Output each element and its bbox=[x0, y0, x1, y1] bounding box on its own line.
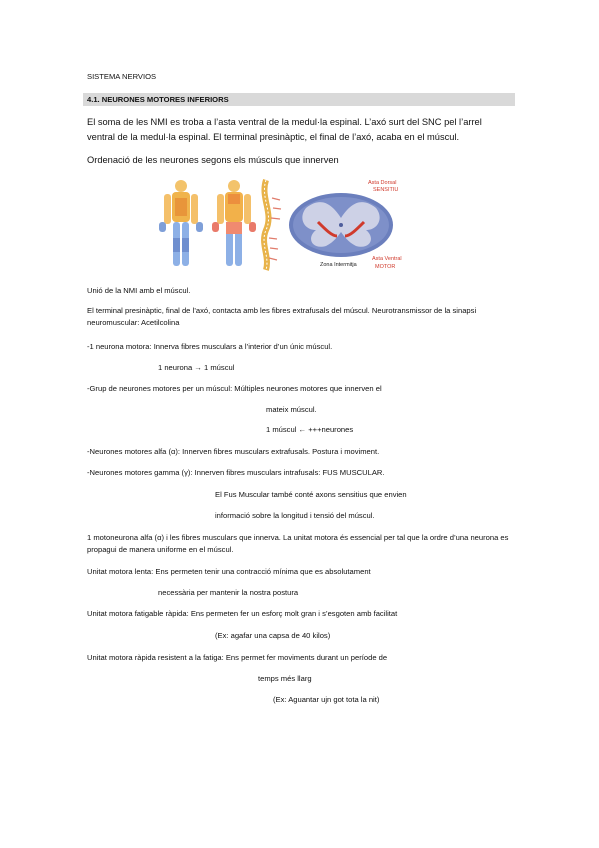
intro-line-1: El soma de les NMI es troba a l’asta ventral de la medul·la espinal. L’axó surt del SNC pel l’arrel bbox=[87, 117, 482, 127]
one-neuron-line: -1 neurona motora: Innerva fibres musculars a l’interior d’un únic múscul. bbox=[87, 342, 333, 351]
motor-unit-paragraph: 1 motoneurona alfa (α) i les fibres musculars que innerva. La unitat motora és essencial per tal que la ordre d’una neurona es propagui de manera uniforme en el múscul. bbox=[87, 533, 509, 554]
body-front-icon bbox=[159, 180, 203, 266]
gamma-line: -Neurones motores gamma (γ): Innerven fibres musculars intrafusals: FUS MUSCULAR. bbox=[87, 468, 385, 477]
fatigable-unit-line: Unitat motora fatigable ràpida: Ens permeten fer un esforç molt gran i s’esgoten amb facilitat bbox=[87, 609, 398, 618]
terminal-paragraph: El terminal presinàptic, final de l’axó, contacta amb les fibres extrafusals del múscul. Neurotransmissor de la sinapsi neuromuscular: Acetilcolina bbox=[87, 306, 477, 327]
fatigable-example: (Ex: agafar una capsa de 40 kilos) bbox=[215, 631, 331, 640]
union-heading: Unió de la NMI amb el múscul. bbox=[87, 286, 191, 295]
group-continuation: mateix múscul. bbox=[266, 405, 317, 414]
body-back-icon bbox=[212, 180, 256, 266]
gamma-note-2: informació sobre la longitud i tensió del múscul. bbox=[215, 511, 375, 520]
gamma-note-1: El Fus Muscular també conté axons sensitius que envien bbox=[215, 490, 407, 499]
alpha-line: -Neurones motores alfa (α): Innerven fibres musculars extrafusals. Postura i moviment. bbox=[87, 447, 380, 456]
one-neuron-relation: 1 neurona → 1 múscul bbox=[158, 363, 235, 372]
doc-title: SISTEMA NERVIOS bbox=[87, 72, 157, 81]
anatomy-figures bbox=[156, 178, 418, 272]
slow-unit-continuation: necessària per mantenir la nostra postura bbox=[158, 588, 299, 597]
section-heading: 4.1. NEURONES MOTORES INFERIORS bbox=[87, 95, 229, 104]
resistant-unit-line: Unitat motora ràpida resistent a la fatiga: Ens permet fer moviments durant un període de bbox=[87, 653, 388, 662]
resistant-continuation: temps més llarg bbox=[258, 674, 312, 683]
vertebral-column-icon bbox=[264, 180, 281, 270]
ordering-subheading: Ordenació de les neurones segons els músculs que innerven bbox=[87, 155, 339, 165]
label-asta-dorsal: Asta Dorsal bbox=[368, 180, 397, 186]
group-line: -Grup de neurones motores per un múscul: Múltiples neurones motores que innerven el bbox=[87, 384, 382, 393]
label-sensitiu: SENSITIU bbox=[373, 187, 399, 193]
label-asta-ventral: Asta Ventral bbox=[372, 256, 402, 262]
label-zona-intermitja: Zona Intermitja bbox=[320, 262, 357, 268]
slow-unit-line: Unitat motora lenta: Ens permeten tenir una contracció mínima que es absolutament bbox=[87, 567, 371, 576]
label-motor: MOTOR bbox=[375, 264, 396, 270]
intro-line-2: ventral de la medul·la espinal. El terminal presinàptic, el final de l’axó, acaba en el múscul. bbox=[87, 132, 460, 142]
spinal-cord-cross-section-icon bbox=[289, 193, 393, 257]
resistant-example: (Ex: Aguantar ujn got tota la nit) bbox=[273, 695, 380, 704]
group-relation: 1 múscul ← +++neurones bbox=[266, 425, 354, 434]
